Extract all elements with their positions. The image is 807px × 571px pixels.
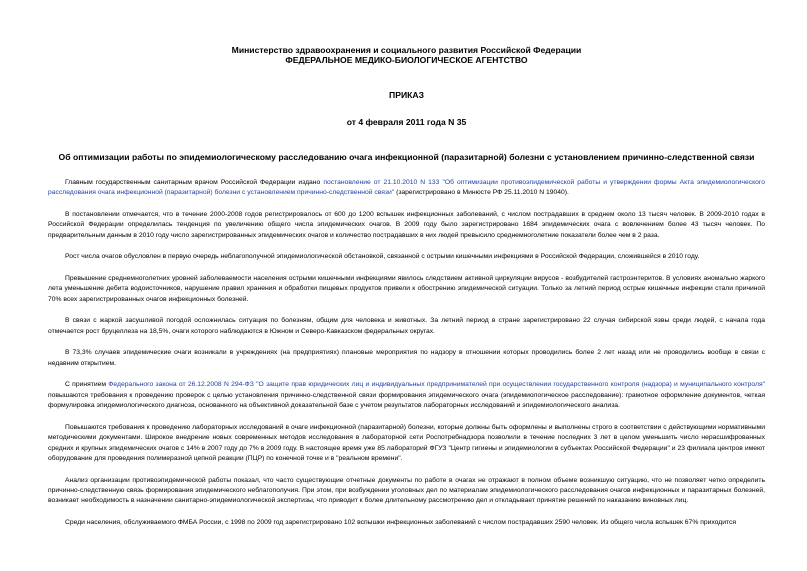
paragraph-6: В 73,3% случаев эпидемические очаги возникали в учреждениях (на предприятиях) плановые мероприятия по надзору в отношении которых проводились более 2 лет назад или не проводились вообще в связи с недавним открытием.	[48, 349, 765, 367]
paragraph-5: В связи с жаркой засушливой погодой осложнилась ситуация по болезням, общим для человека и животных. За летний период в стране зарегистрировано 22 случая сибирской язвы среди людей, с начала года отмечается рост бруцеллеза на 18,5%, очаги которого наблюдаются в Южном и Северо-Кавказском федеральных округах.	[48, 317, 765, 335]
paragraph-1-text-start: Главным государственным санитарным врачом Российской Федерации издано	[65, 179, 324, 186]
paragraph-4: Превышение среднемноголетних уровней заболеваемости населения острыми кишечными инфекциями явилось следствием активной циркуляции вирусов - возбудителей гастроэнтеритов. В условиях аномально жаркого лета уменьшение дебита водоисточников, нарушение правил хранения и обработки пищевых продуктов привели к обострению эпидемической ситуации. Только за летний период острые кишечные инфекции стали причиной 70% всех зарегистрированных очагов инфекционных болезней.	[48, 275, 765, 303]
document-body	[48, 178, 765, 528]
paragraph-2: В постановлении отмечается, что в течение 2000-2008 годов регистрировалось от 600 до 1200 вспышек инфекционных заболеваний, с числом пострадавших в среднем около 13 тысяч человек. В 2009-2010 годах в Российской Федерации определилась тенденция по увеличению общего числа эпидемических очагов. В 2009 году было зарегистрировано 1684 эпидемических очага с вовлечением более 43 тысяч человек. По предварительным данным в 2010 году число зарегистрированных эпидемических очагов и количество пострадавших в них людей превысило среднемноголетние показатели более чем в 2 раза.	[48, 211, 765, 239]
ministry-name: Министерство здравоохранения и социального развития Российской Федерации	[231, 45, 582, 55]
agency-name: ФЕДЕРАЛЬНОЕ МЕДИКО-БИОЛОГИЧЕСКОЕ АГЕНТСТВО	[285, 55, 528, 65]
paragraph-9: Анализ организации противоэпидемической работы показал, что часто существующие отчетные документы по работе в очагах не отражают в полном объеме возникшую ситуацию, что не позволяет четко определить причинно-следственную связь формирования эпидемического неблагополучия. При этом, при возбуждении уголовных дел по материалам эпидемиологического расследования очагов инфекционных и паразитарных болезней, возникает необходимость в назначении санитарно-эпидемиологической экспертизы, что приводит к более длительному рассмотрению дел и откладывает принятие решений по наказанию виновных лиц.	[48, 476, 765, 505]
federal-law-link[interactable]: Федерального закона от 26.12.2008 N 294-ФЗ "О защите прав юридических лиц и индивидуальных предпринимателей при осуществлении государственного контроля (надзора) и муниципального контроля"	[108, 381, 765, 389]
paragraph-7-text-start: С принятием	[65, 381, 109, 389]
paragraph-3: Рост числа очагов обусловлен в первую очередь неблагополучной эпидемиологической обстановкой, связанной с острыми кишечными инфекциями в Российской Федерации, сложившейся в 2010 году.	[65, 253, 700, 261]
document-type: ПРИКАЗ	[389, 90, 424, 100]
document-date: от 4 февраля 2011 года N 35	[346, 117, 467, 127]
paragraph-1-text-end: (зарегистрировано в Минюсте РФ 25.11.2010 N 19040).	[394, 189, 569, 197]
paragraph-10: Среди населения, обслуживаемого ФМБА России, с 1998 по 2009 год зарегистрировано 102 вспышки инфекционных заболеваний с числом пострадавших 2590 человек. Из общего числа вспышек 67% приходится	[65, 519, 737, 527]
paragraph-1	[48, 178, 765, 199]
document-subject: Об оптимизации работы по эпидемиологическому расследованию очага инфекционной (паразитарной) болезни с установлением причинно-следственной связи	[58, 152, 755, 162]
resolution-link[interactable]: постановление от 21.10.2010 N 133 "Об оптимизации противоэпидемической работы и утверждении формы Акта эпидемиологического расследования очага инфекционной (паразитарной) болезни с установлением причинно-следственной связи"	[48, 179, 766, 197]
paragraph-7-text-end: повышаются требования к проведению проверок с целью установления причинно-следственной связи формирования эпидемического очага (эпидемиологическое расследование): грамотное оформление документов, четкая формулировка эпидемиологического диагноза, основанного на объективной доказательной базе с учетом результатов лабораторных исследований и эпидемиологического анализа.	[48, 391, 765, 410]
paragraph-8: Повышаются требования к проведению лабораторных исследований в очаге инфекционной (паразитарной) болезни, которые должны быть оформлены и выполнены строго в соответствии с действующими нормативными методическими документами. Широкое внедрение новых современных методов исследования в лабораторной сети Роспотребнадзора позволили в течение последних 3 лет в целом уменьшить число нерасшифрованных средних и крупных эпидемических очагов с 14% в 2007 году до 7% в 2009 году. В настоящее время уже 85 лабораторий ФГУЗ "Центр гигиены и эпидемиологии в субъектах Российской Федерации" и 23 филиала центров имеют оборудование для проведения полимеразной цепной реакции (ПЦР) по конечной точке и в "реальном времени".	[48, 423, 765, 463]
paragraph-7	[48, 380, 765, 411]
